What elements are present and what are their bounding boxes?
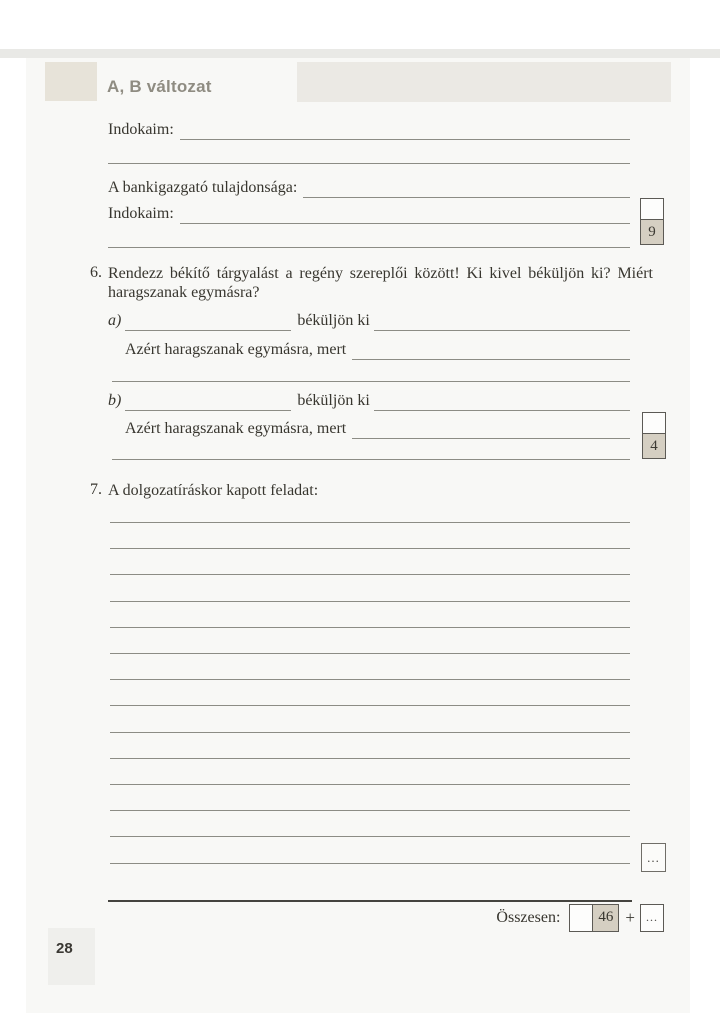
reasons-label-1: Indokaim: xyxy=(108,121,174,138)
score-cell-value: 4 xyxy=(642,433,666,459)
task6-number: 6. xyxy=(90,264,102,281)
total-row xyxy=(496,903,664,932)
reasons-row-1 xyxy=(108,118,630,140)
item-a-reason-row xyxy=(125,338,630,360)
answer-line xyxy=(112,459,630,460)
score-box-task5 xyxy=(640,198,664,245)
answer-line xyxy=(112,381,630,382)
total-extra-box: ... xyxy=(640,904,664,932)
item-b-reason-row xyxy=(125,417,630,439)
answer-line xyxy=(108,163,630,164)
score-box-task6 xyxy=(642,412,666,459)
item-a-middle-text: béküljön ki xyxy=(297,312,370,329)
answer-line xyxy=(110,705,630,706)
header-left-tab xyxy=(45,62,97,101)
total-max-box: 46 xyxy=(592,904,619,932)
answer-line xyxy=(374,391,630,411)
answer-line xyxy=(110,548,630,549)
header-right-bar xyxy=(297,62,671,102)
answer-line xyxy=(303,178,630,198)
answer-line xyxy=(352,419,630,439)
answer-line xyxy=(110,810,630,811)
answer-line xyxy=(110,784,630,785)
answer-line xyxy=(110,627,630,628)
answer-line xyxy=(110,863,630,864)
total-separator xyxy=(108,900,632,902)
score-cell-empty xyxy=(640,198,664,220)
task6-prompt-line1: Rendezz békítő tárgyalást a regény szereplői között! Ki kivel béküljön ki? Miért xyxy=(108,265,653,282)
answer-line xyxy=(110,679,630,680)
total-label: Összesen: xyxy=(496,908,561,926)
page-number: 28 xyxy=(56,940,73,957)
answer-line xyxy=(110,758,630,759)
bank-director-row xyxy=(108,176,630,198)
answer-line xyxy=(180,204,630,224)
reasons-row-2 xyxy=(108,202,630,224)
answer-line xyxy=(180,120,630,140)
plus-sign: + xyxy=(625,907,635,927)
answer-line xyxy=(125,391,291,411)
task7-prompt: A dolgozatíráskor kapott feladat: xyxy=(108,482,319,499)
open-score-box: ... xyxy=(641,843,666,872)
answer-line xyxy=(110,836,630,837)
item-b-row xyxy=(108,389,630,411)
answer-line xyxy=(110,522,630,523)
answer-line xyxy=(110,574,630,575)
item-a-reason-text: Azért haragszanak egymásra, mert xyxy=(125,341,347,358)
answer-line xyxy=(110,732,630,733)
task6-prompt-line2: haragszanak egymásra? xyxy=(108,284,260,301)
task7-number: 7. xyxy=(90,481,102,498)
item-b-reason-text: Azért haragszanak egymásra, mert xyxy=(125,420,347,437)
answer-line xyxy=(108,247,630,248)
answer-line xyxy=(110,653,630,654)
answer-line xyxy=(125,311,291,331)
variant-heading: A, B változat xyxy=(107,77,212,96)
score-cell-value: 9 xyxy=(640,219,664,245)
answer-line xyxy=(374,311,630,331)
answer-line xyxy=(352,340,630,360)
item-a-row xyxy=(108,309,630,331)
reasons-label-2: Indokaim: xyxy=(108,205,174,222)
item-a-label: a) xyxy=(108,312,122,329)
bank-director-label: A bankigazgató tulajdonsága: xyxy=(108,179,298,196)
total-achieved-box xyxy=(569,904,593,932)
item-b-label: b) xyxy=(108,392,122,409)
score-cell-empty xyxy=(642,412,666,434)
item-b-middle-text: béküljön ki xyxy=(297,392,370,409)
page-top-edge xyxy=(0,49,720,58)
answer-line xyxy=(110,601,630,602)
